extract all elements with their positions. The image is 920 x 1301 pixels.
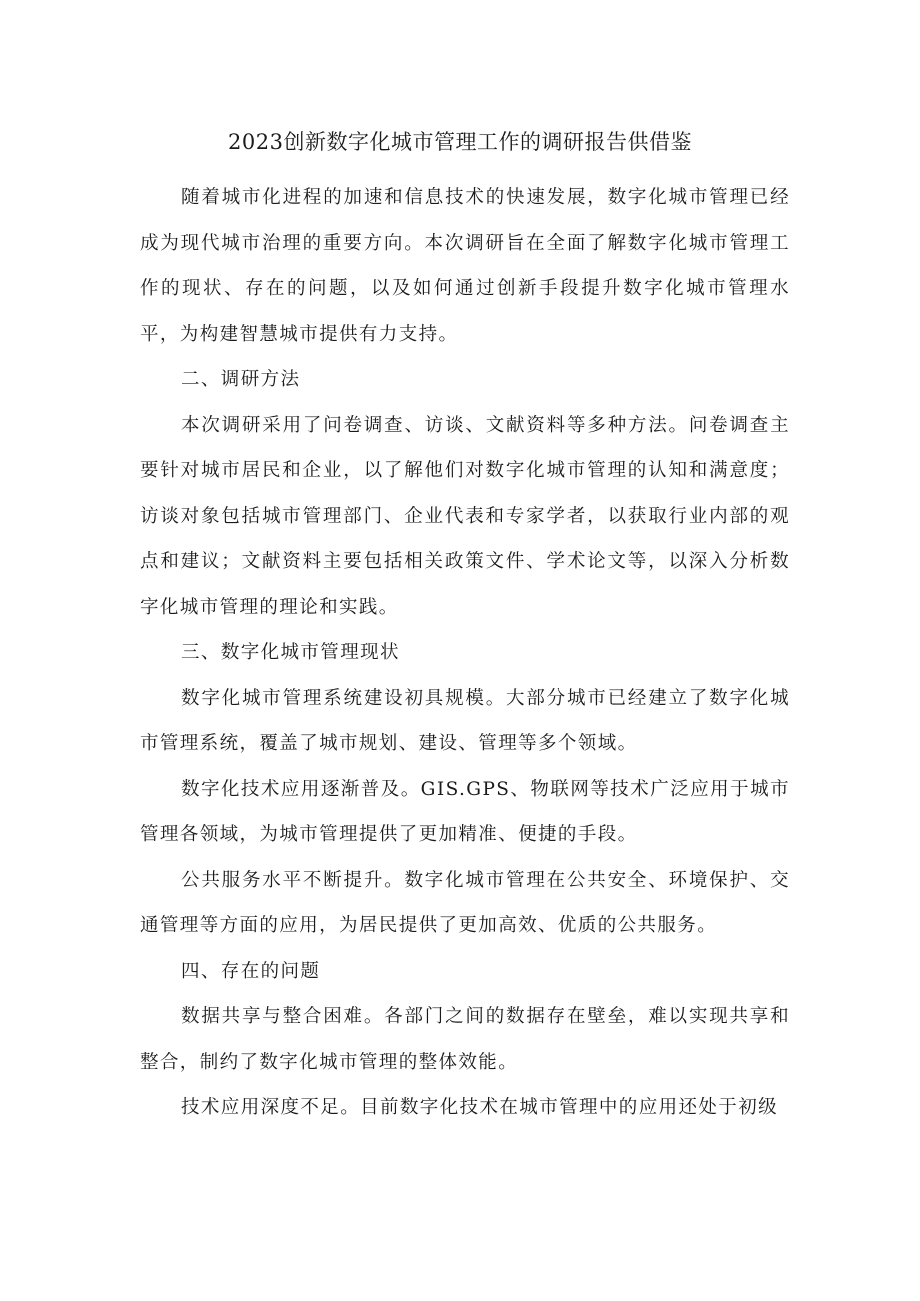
paragraph-problem-data-sharing: 数据共享与整合困难。各部门之间的数据存在壁垒，难以实现共享和整合，制约了数字化城市管理的整体效能。	[140, 1006, 790, 1073]
section-heading-status: 三、数字化城市管理现状	[181, 642, 400, 663]
paragraph-intro: 随着城市化进程的加速和信息技术的快速发展，数字化城市管理已经成为现代城市治理的重要方向。本次调研旨在全面了解数字化城市管理工作的现状、存在的问题，以及如何通过创新手段提升数字化城市管理水平，为构建智慧城市提供有力支持。	[140, 187, 790, 345]
paragraph-status-system: 数字化城市管理系统建设初具规模。大部分城市已经建立了数字化城市管理系统，覆盖了城市规划、建设、管理等多个领域。	[140, 687, 790, 754]
section-heading-methods: 二、调研方法	[181, 369, 301, 390]
paragraph-methods: 本次调研采用了问卷调查、访谈、文献资料等多种方法。问卷调查主要针对城市居民和企业，以了解他们对数字化城市管理的认知和满意度；访谈对象包括城市管理部门、企业代表和专家学者，以获取行业内部的观点和建议；文献资料主要包括相关政策文件、学术论文等，以深入分析数字化城市管理的理论和实践。	[140, 414, 790, 618]
document-body	[140, 175, 790, 1131]
section-heading-problems: 四、存在的问题	[181, 960, 321, 982]
document-title: 2023创新数字化城市管理工作的调研报告供借鉴	[228, 130, 692, 154]
paragraph-status-technology: 数字化技术应用逐渐普及。GIS.GPS、物联网等技术广泛应用于城市管理各领域，为城市管理提供了更加精准、便捷的手段。	[140, 778, 790, 845]
paragraph-problem-tech-depth: 技术应用深度不足。目前数字化技术在城市管理中的应用还处于初级	[181, 1097, 779, 1118]
paragraph-status-services: 公共服务水平不断提升。数字化城市管理在公共安全、环境保护、交通管理等方面的应用，为居民提供了更加高效、优质的公共服务。	[140, 869, 790, 936]
